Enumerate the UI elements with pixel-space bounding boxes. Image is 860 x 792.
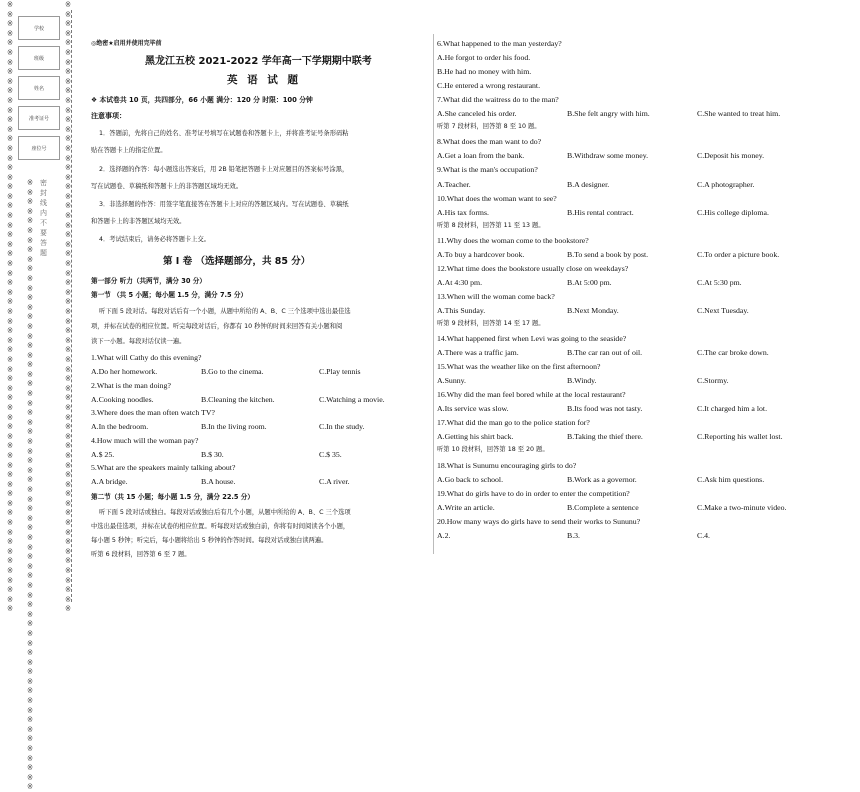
note-line: 2．选择题的作答：每小题选出答案后，用 2B 铅笔把答题卡上对应题目的答案标号涂黑，	[99, 166, 349, 173]
question-text: 8.What does the man want to do?	[437, 137, 542, 147]
option-b: B.At 5:00 pm.	[567, 277, 612, 287]
question-text: 7.What did the waitress do to the man?	[437, 95, 559, 105]
notes-title: 注意事项：	[91, 112, 126, 120]
instruction-line: 读下一小题。每段对话仅读一遍。	[91, 338, 186, 345]
option-a: A.2.	[437, 530, 451, 540]
seal-line	[71, 10, 72, 602]
exam-title: 黑龙江五校 2021-2022 学年高一下学期期中联考	[145, 56, 372, 67]
question-text: 16.Why did the man feel bored while at the local restaurant?	[437, 390, 626, 400]
exam-info: ❖ 本试卷共 10 页，共四部分，66 小题 满分：120 分 时限：100 分钟	[91, 96, 313, 104]
option-b: B.To send a book by post.	[567, 249, 649, 259]
note-line: 写在试题卷、草稿纸和答题卡上的非答题区域均无效。	[91, 183, 243, 190]
question-text: 10.What does the woman want to see?	[437, 193, 557, 203]
option-a: A.His tax forms.	[437, 207, 489, 217]
question-text: 6.What happened to the man yesterday?	[437, 39, 562, 48]
listening-instruction: 听第 9 段材料，回答第 14 至 17 题。	[437, 320, 545, 327]
option-b: B.In the living room.	[201, 422, 267, 431]
option-b: B.Taking the thief there.	[567, 432, 643, 442]
option-a: A.Go back to school.	[437, 474, 504, 484]
option-c: C.Reporting his wallet lost.	[697, 432, 783, 442]
option-b: B.Work as a governor.	[567, 474, 637, 484]
question-text: 5.What are the speakers mainly talking about?	[91, 463, 236, 472]
volume-title: 第 I 卷 （选择题部分，共 85 分）	[163, 256, 311, 267]
instruction-line: 中选出最佳选项，并标在试卷的相应位置。听每段对话或独白前，你将有时间阅读各个小题，	[91, 523, 350, 530]
option-a: A.Cooking noodles.	[91, 394, 154, 404]
exam-subtitle: 英 语 试 题	[227, 74, 301, 86]
option-c: C.To order a picture book.	[697, 249, 780, 259]
option-b: B.A designer.	[567, 179, 610, 189]
option-a: A.To buy a hardcover book.	[437, 249, 525, 259]
seal-line-text: 密封线内不要答题	[40, 179, 47, 257]
option-a: A.In the bedroom.	[91, 422, 149, 431]
option-b: B.She felt angry with him.	[567, 109, 650, 119]
question-text: 14.What happened first when Levi was going to the seaside?	[437, 334, 627, 344]
option-c: C.It charged him a lot.	[697, 404, 768, 414]
question-text: 12.What time does the bookstore usually close on weekdays?	[437, 263, 629, 273]
question-text: 2.What is the man doing?	[91, 380, 171, 390]
option-c: C.His college diploma.	[697, 207, 769, 217]
option-line: C.He entered a wrong restaurant.	[437, 81, 541, 91]
note-line: 贴在答题卡上的指定位置。	[91, 147, 167, 154]
secret-label: ◎绝密★启用并使用完毕前	[91, 40, 162, 47]
option-c: C.Next Tuesday.	[697, 305, 749, 315]
question-text: 3.Where does the man often watch TV?	[91, 408, 215, 417]
binding-strip	[0, 0, 78, 792]
section2-title: 第二节（共 15 小题；每小题 1.5 分，满分 22.5 分）	[91, 493, 254, 501]
option-b: B.Windy.	[567, 376, 597, 386]
info-field-box[interactable]: 姓名	[18, 76, 60, 100]
option-b: B.$ 30.	[201, 449, 224, 459]
option-a: A.There was a traffic jam.	[437, 348, 519, 358]
option-b: B.Its food was not tasty.	[567, 404, 643, 414]
option-a: A.Teacher.	[437, 179, 471, 189]
instruction-line: 听下面 5 段对话或独白。每段对话或独白后有几个小题，从题中所给的 A、B、C 三个选项	[99, 509, 351, 516]
option-b: B.A house.	[201, 477, 236, 486]
option-a: A.She canceled his order.	[437, 109, 517, 119]
option-c: C.Ask him questions.	[697, 474, 765, 484]
option-b: B.3.	[567, 530, 580, 540]
option-c: C.A river.	[319, 477, 350, 486]
question-text: 19.What do girls have to do in order to enter the competition?	[437, 488, 630, 498]
option-c: C.A photographer.	[697, 179, 755, 189]
option-c: C.Play tennis	[319, 367, 361, 376]
star-column-inner: ※ ※ ※ ※ ※ ※ ※ ※ ※ ※ ※ ※ ※ ※ ※ ※ ※ ※ ※ ※ ※ ※ ※ ※ ※ ※ ※ ※ ※ ※ ※ ※ ※ ※ ※ ※ ※ ※ ※ ※ ※ ※ ※ ※ ※ ※ ※ ※ ※ ※ ※ ※ ※ ※ ※ ※ ※ ※ ※ ※ ※ ※ ※ ※	[26, 178, 34, 792]
note-line: 和答题卡上的非答题区域均无效。	[91, 218, 186, 225]
question-text: 20.How many ways do girls have to send their works to Sununu?	[437, 516, 641, 526]
option-b: B.His rental contract.	[567, 207, 634, 217]
option-a: A.Get a loan from the bank.	[437, 151, 525, 161]
option-a: A.At 4:30 pm.	[437, 277, 483, 287]
listening-instruction: 听第 7 段材料，回答第 8 至 10 题。	[437, 123, 541, 131]
star-column-right: ※ ※ ※ ※ ※ ※ ※ ※ ※ ※ ※ ※ ※ ※ ※ ※ ※ ※ ※ ※ ※ ※ ※ ※ ※ ※ ※ ※ ※ ※ ※ ※ ※ ※ ※ ※ ※ ※ ※ ※ ※ ※ ※ ※ ※ ※ ※ ※ ※ ※ ※ ※ ※ ※ ※ ※ ※ ※ ※ ※ ※ ※ ※ ※	[64, 0, 72, 614]
option-c: C.Deposit his money.	[697, 151, 765, 161]
option-b: B.Withdraw some money.	[567, 151, 649, 161]
option-a: A.Do her homework.	[91, 367, 158, 376]
option-c: C.In the study.	[319, 422, 365, 431]
column-divider	[433, 34, 434, 554]
option-a: A.Write an article.	[437, 502, 495, 512]
part1-title: 第一部分 听力（共两节，满分 30 分）	[91, 277, 206, 285]
star-column-left: ※ ※ ※ ※ ※ ※ ※ ※ ※ ※ ※ ※ ※ ※ ※ ※ ※ ※ ※ ※ ※ ※ ※ ※ ※ ※ ※ ※ ※ ※ ※ ※ ※ ※ ※ ※ ※ ※ ※ ※ ※ ※ ※ ※ ※ ※ ※ ※ ※ ※ ※ ※ ※ ※ ※ ※ ※ ※ ※ ※ ※ ※ ※ ※	[6, 0, 14, 614]
option-a: A.Its service was slow.	[437, 404, 509, 414]
info-field-box[interactable]: 座位号	[18, 136, 60, 160]
option-a: A.This Sunday.	[437, 305, 486, 315]
option-c: C.Watching a movie.	[319, 394, 385, 404]
question-text: 1.What will Cathy do this evening?	[91, 353, 202, 362]
instruction-line: 听第 6 段材料，回答第 6 至 7 题。	[91, 551, 191, 558]
section1-title: 第一节 （共 5 小题；每小题 1.5 分，满分 7.5 分）	[91, 291, 248, 299]
option-c: C.$ 35.	[319, 449, 342, 459]
option-c: C.She wanted to treat him.	[697, 109, 781, 119]
instruction-line: 每小题 5 秒钟；听完后，每小题将给出 5 秒钟的作答时间。每段对话或独白读两遍。	[91, 537, 328, 544]
info-field-box[interactable]: 学校	[18, 16, 60, 40]
question-text: 4.How much will the woman pay?	[91, 435, 199, 445]
listening-instruction: 听第 8 段材料，回答第 11 至 13 题。	[437, 221, 545, 229]
option-b: B.Next Monday.	[567, 305, 619, 315]
question-text: 9.What is the man's occupation?	[437, 165, 538, 175]
instruction-line: 项，并标在试卷的相应位置。听完每段对话后，你都有 10 秒钟的时间来回答有关小题和阅	[91, 323, 343, 330]
option-a: A.A bridge.	[91, 477, 128, 486]
question-text: 18.What is Sunumu encouraging girls to do?	[437, 460, 577, 470]
option-c: C.Stormy.	[697, 376, 729, 386]
option-c: C.At 5:30 pm.	[697, 277, 742, 287]
option-line: A.He forgot to order his food.	[437, 53, 531, 63]
option-b: B.The car ran out of oil.	[567, 348, 643, 358]
note-line: 3．非选择题的作答：用签字笔直接答在答题卡上对应的答题区域内。写在试题卷、草稿纸	[99, 201, 349, 208]
option-b: B.Cleaning the kitchen.	[201, 394, 275, 404]
option-a: A.Getting his shirt back.	[437, 432, 514, 442]
note-line: 1．答题前，先将自己的姓名、准考证号填写在试题卷和答题卡上，并将准考证号条形码粘	[99, 130, 349, 137]
option-b: B.Go to the cinema.	[201, 367, 264, 376]
option-a: A.$ 25.	[91, 449, 115, 459]
option-line: B.He had no money with him.	[437, 67, 532, 77]
option-c: C.Make a two-minute video.	[697, 502, 787, 512]
option-a: A.Sunny.	[437, 376, 466, 386]
option-b: B.Complete a sentence	[567, 502, 639, 512]
student-info-fields	[18, 16, 60, 166]
option-c: C.The car broke down.	[697, 348, 769, 358]
note-line: 4．考试结束后，请务必将答题卡上交。	[99, 236, 211, 243]
question-text: 15.What was the weather like on the first afternoon?	[437, 362, 601, 372]
info-field-box[interactable]: 班级	[18, 46, 60, 70]
instruction-line: 听下面 5 段对话。每段对话后有一个小题，从题中所给的 A、B、C 三个选项中选出最佳选	[99, 308, 351, 315]
listening-instruction: 听第 10 段材料，回答第 18 至 20 题。	[437, 446, 549, 454]
question-text: 13.When will the woman come back?	[437, 291, 555, 301]
info-field-box[interactable]: 准考证号	[18, 106, 60, 130]
question-text: 11.Why does the woman come to the bookstore?	[437, 235, 589, 245]
question-text: 17.What did the man go to the police station for?	[437, 418, 590, 428]
option-c: C.4.	[697, 530, 710, 540]
